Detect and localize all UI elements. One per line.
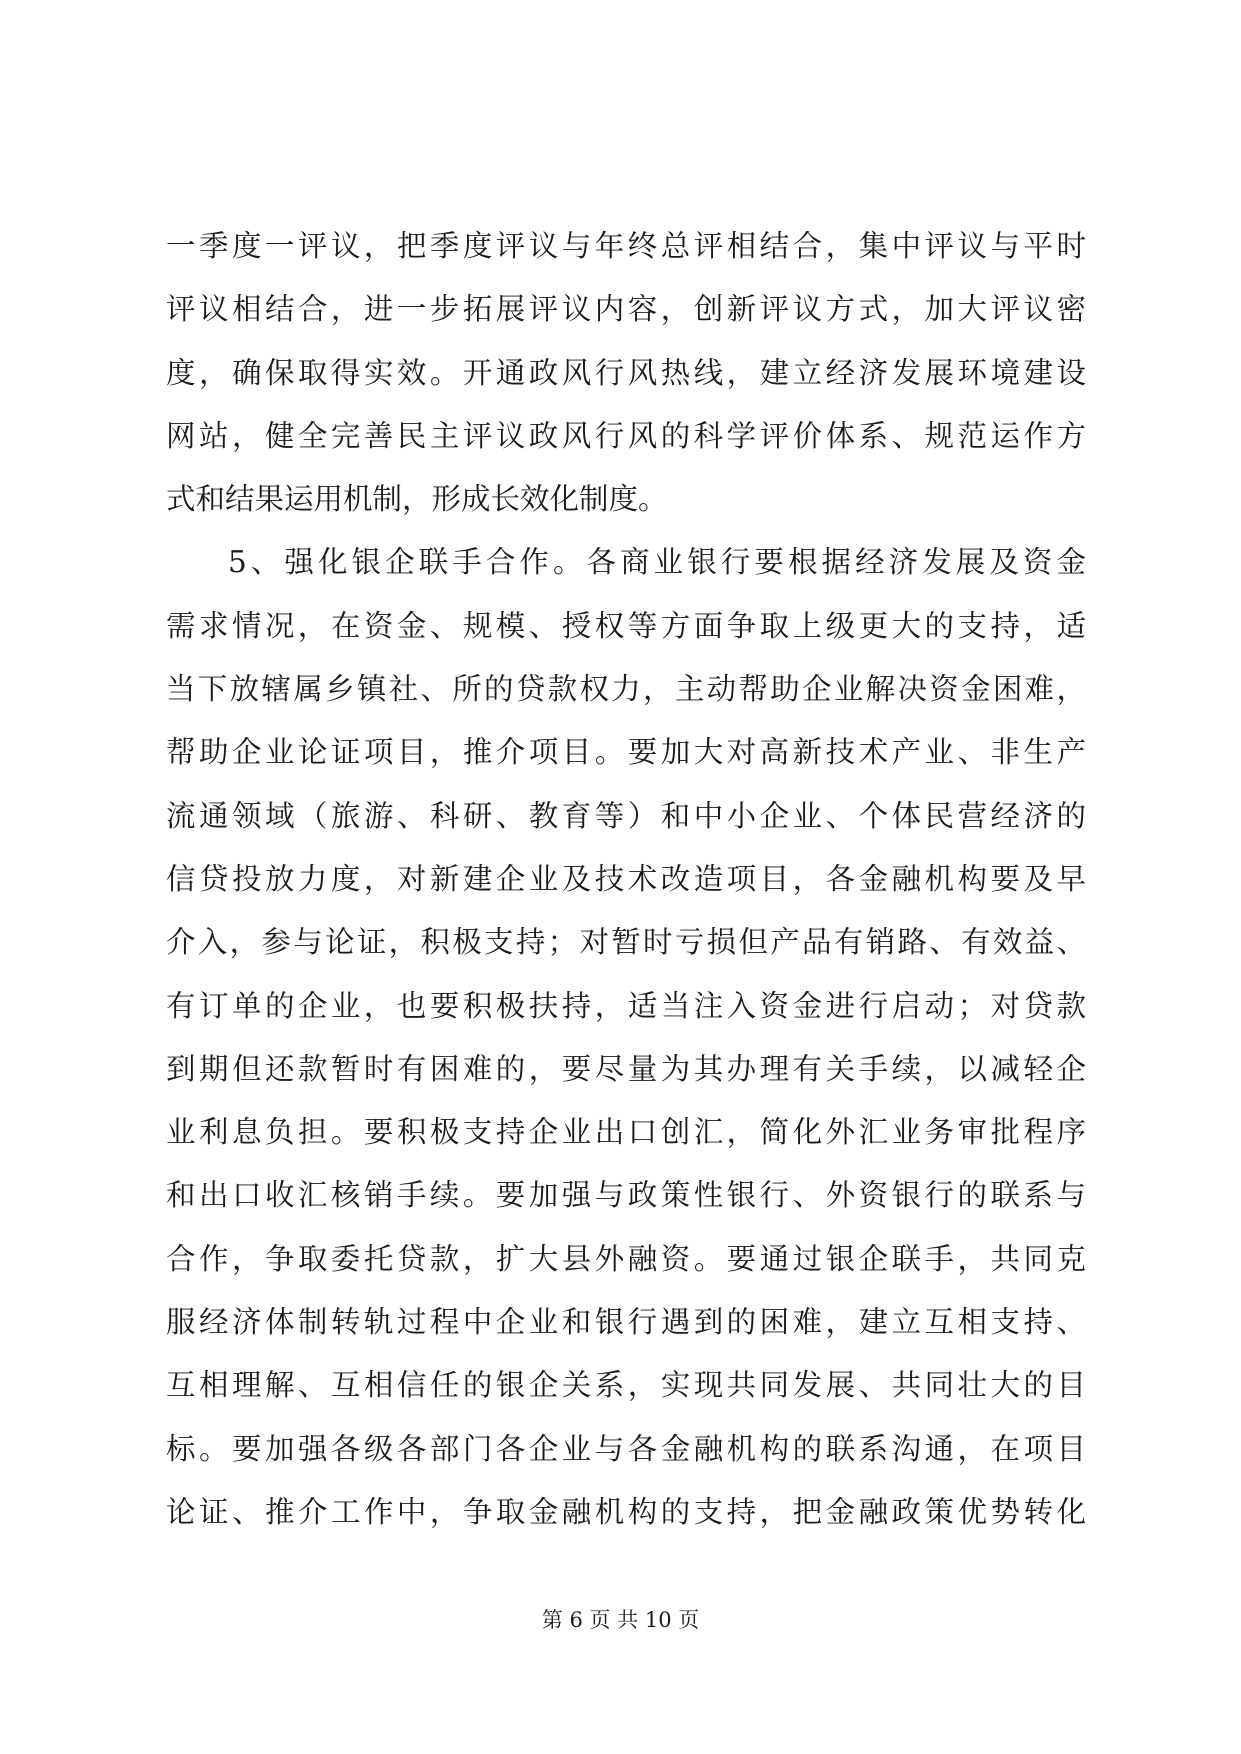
text-line: 式和结果运用机制，形成长效化制度。 <box>166 482 668 517</box>
body-text <box>166 226 1086 1555</box>
text-line: 到期但还款暂时有困难的，要尽量为其办理有关手续，以减轻企 <box>166 1051 1086 1086</box>
text-line: 有订单的企业，也要积极扶持，适当注入资金进行启动；对贷款 <box>166 988 1086 1023</box>
text-line: 需求情况，在资金、规模、授权等方面争取上级更大的支持，适 <box>166 608 1086 643</box>
text-line: 论证、推介工作中，争取金融机构的支持，把金融政策优势转化 <box>166 1494 1086 1529</box>
page-footer: 第 6 页 共 10 页 <box>541 1608 700 1632</box>
text-line: 介入，参与论证，积极支持；对暂时亏损但产品有销路、有效益、 <box>166 925 1086 960</box>
text-line: 标。要加强各级各部门各企业与各金融机构的联系沟通，在项目 <box>166 1431 1086 1466</box>
text-line: 和出口收汇核销手续。要加强与政策性银行、外资银行的联系与 <box>166 1178 1086 1213</box>
text-line: 度，确保取得实效。开通政风行风热线，建立经济发展环境建设 <box>166 355 1086 390</box>
text-line: 流通领域（旅游、科研、教育等）和中小企业、个体民营经济的 <box>166 798 1086 833</box>
text-line: 帮助企业论证项目，推介项目。要加大对高新技术产业、非生产 <box>166 735 1086 770</box>
text-line: 评议相结合，进一步拓展评议内容，创新评议方式，加大评议密 <box>166 292 1086 327</box>
text-line: 互相理解、互相信任的银企关系，实现共同发展、共同壮大的目 <box>166 1368 1086 1403</box>
text-line: 当下放辖属乡镇社、所的贷款权力，主动帮助企业解决资金困难， <box>166 672 1086 707</box>
text-line: 一季度一评议，把季度评议与年终总评相结合，集中评议与平时 <box>166 229 1086 263</box>
text-line: 服经济体制转轨过程中企业和银行遇到的困难，建立互相支持、 <box>166 1305 1086 1340</box>
text-line: 网站，健全完善民主评议政风行风的科学评价体系、规范运作方 <box>166 418 1086 453</box>
text-line: 信贷投放力度，对新建企业及技术改造项目，各金融机构要及早 <box>166 861 1086 896</box>
text-line: 业利息负担。要积极支持企业出口创汇，简化外汇业务审批程序 <box>166 1115 1086 1150</box>
text-line: 合作，争取委托贷款，扩大县外融资。要通过银企联手，共同克 <box>166 1241 1086 1276</box>
text-line: 5、强化银企联手合作。各商业银行要根据经济发展及资金 <box>228 545 1086 580</box>
